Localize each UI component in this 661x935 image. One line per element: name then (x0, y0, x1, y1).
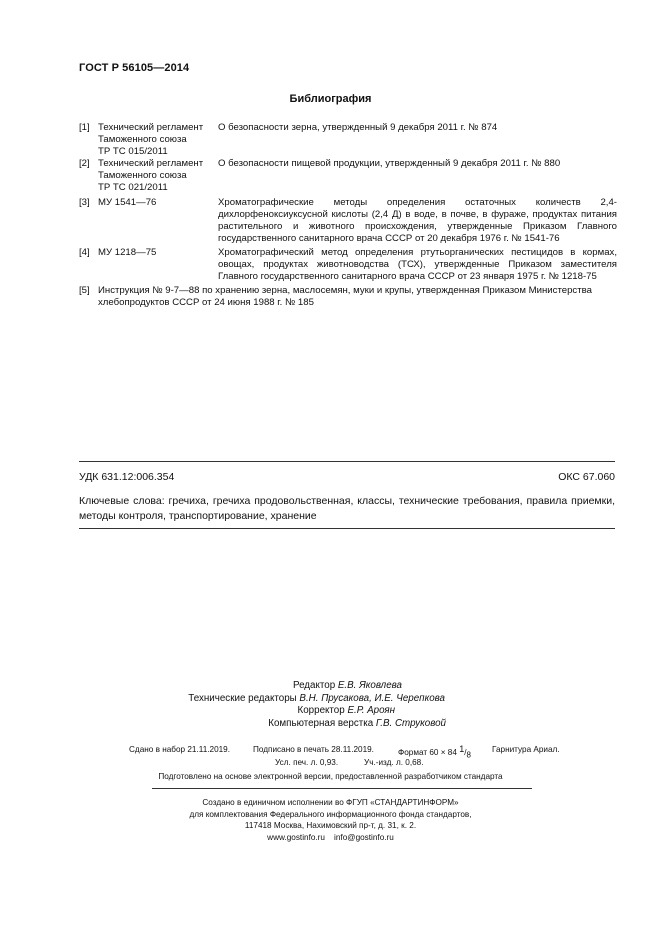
print-info-row (120, 743, 580, 760)
source-line: ТР ТС 021/2011 (98, 182, 168, 193)
standard-id: ГОСТ Р 56105—2014 (79, 62, 190, 74)
keywords: Ключевые слова: гречиха, гречиха продовольственная, классы, технические требования, правила приемки, методы контроля, транспортирование, хранение (79, 495, 615, 522)
entry-description: Хроматографический метод определения ртутьорганических пестицидов в кормах, овощах, продуктах животноводства (ТСХ), утвержденные Приказом заместителя Главного государственного санитарного врача СССР от 23 января 1975 г. № 1218-75 (218, 247, 617, 282)
divider (79, 528, 615, 529)
source-line: МУ 1541—76 (98, 197, 157, 208)
bibliography-entry (79, 247, 617, 283)
publisher-info (0, 797, 661, 843)
publisher-line: Создано в единичном исполнении во ФГУП «СТАНДАРТИНФОРМ» (202, 798, 459, 807)
entry-source (98, 247, 216, 259)
credit-role: Компьютерная верстка (268, 717, 374, 729)
entry-source (98, 158, 216, 194)
entry-source (98, 197, 216, 209)
credit-person: В.Н. Прусакова, И.Е. Черепкова (299, 692, 445, 704)
entry-number: [4] (79, 247, 90, 258)
publisher-line: для комплектования Федерального информационного фонда стандартов, (189, 809, 472, 819)
format-prefix: Формат 60 × 84 (398, 748, 457, 757)
prepared-note: Подготовлено на основе электронной версии, предоставленной разработчиком стандарта (158, 772, 503, 781)
format-frac-num: 1 (459, 744, 465, 754)
bibliography-entry (79, 122, 617, 158)
print-sheets: Усл. печ. л. 0,93. (275, 758, 339, 767)
publisher-line: 117418 Москва, Нахимовский пр-т, д. 31, к. 2. (244, 821, 417, 830)
source-line: Технический регламент (98, 122, 204, 133)
source-line: Технический регламент (98, 158, 204, 169)
entry-number: [5] (79, 285, 90, 296)
print-info (120, 743, 580, 769)
signed-date: Подписано в печать 28.11.2019. (253, 745, 374, 754)
credit-person: Е.В. Яковлева (337, 680, 402, 691)
print-info-row (120, 756, 580, 769)
credit-role: Редактор (292, 680, 336, 691)
source-line: Таможенного союза (98, 170, 187, 181)
credit-line (140, 693, 520, 706)
credit-role: Технические редакторы (188, 692, 297, 704)
entry-description: Инструкция № 9-7—88 по хранению зерна, маслосемян, муки и крупы, утвержденная Приказом Министерства хлебопродуктов СССР от 24 июня 1988 г. № 185 (98, 285, 592, 308)
source-line: Таможенного союза (98, 134, 187, 145)
entry-description: Хроматографические методы определения остаточных количеств 2,4-дихлорфеноксиуксусной кислоты (2,4 Д) в воде, в почве, в фураже, продуктах питания растительного и животного происхождения, утвержденные Приказом Главного государственного санитарного врача СССР от 20 декабря 1976 г. № 1541-76 (218, 197, 617, 244)
credit-role: Корректор (297, 705, 345, 716)
credit-person: Г.В. Струковой (375, 717, 446, 729)
entry-source (98, 122, 216, 158)
source-line: ТР ТС 015/2011 (98, 146, 168, 157)
format-info: Формат 60 × 84 $^1/_8$ (398, 744, 471, 760)
typeface-info: Гарнитура Ариал. (492, 745, 560, 754)
divider (152, 788, 532, 789)
oks-code: ОКС 67.060 (558, 471, 615, 483)
credit-line (140, 718, 520, 731)
credit-person: Е.Р. Ароян (347, 705, 395, 716)
bibliography-entry (79, 197, 617, 245)
credit-line (140, 705, 520, 718)
entry-description: О безопасности пищевой продукции, утвержденный 9 декабря 2011 г. № 880 (218, 158, 561, 169)
publ-sheets: Уч.-изд. л. 0,68. (364, 758, 424, 767)
bibliography-entry (79, 285, 617, 311)
entry-number: [1] (79, 122, 90, 133)
bibliography-entry (79, 158, 617, 194)
submitted-date: Сдано в набор 21.11.2019. (129, 745, 231, 754)
editorial-credits (140, 680, 520, 730)
bibliography-title: Библиография (289, 93, 372, 105)
source-line: МУ 1218—75 (98, 247, 157, 258)
publisher-line: www.gostinfo.ru info@gostinfo.ru (267, 832, 394, 842)
entry-description: О безопасности зерна, утвержденный 9 декабря 2011 г. № 874 (218, 122, 498, 133)
entry-number: [3] (79, 197, 90, 208)
credit-line (140, 680, 520, 693)
entry-number: [2] (79, 158, 90, 169)
divider (79, 461, 615, 462)
format-frac-den: 8 (466, 750, 471, 760)
udk-code: УДК 631.12:006.354 (79, 471, 175, 483)
